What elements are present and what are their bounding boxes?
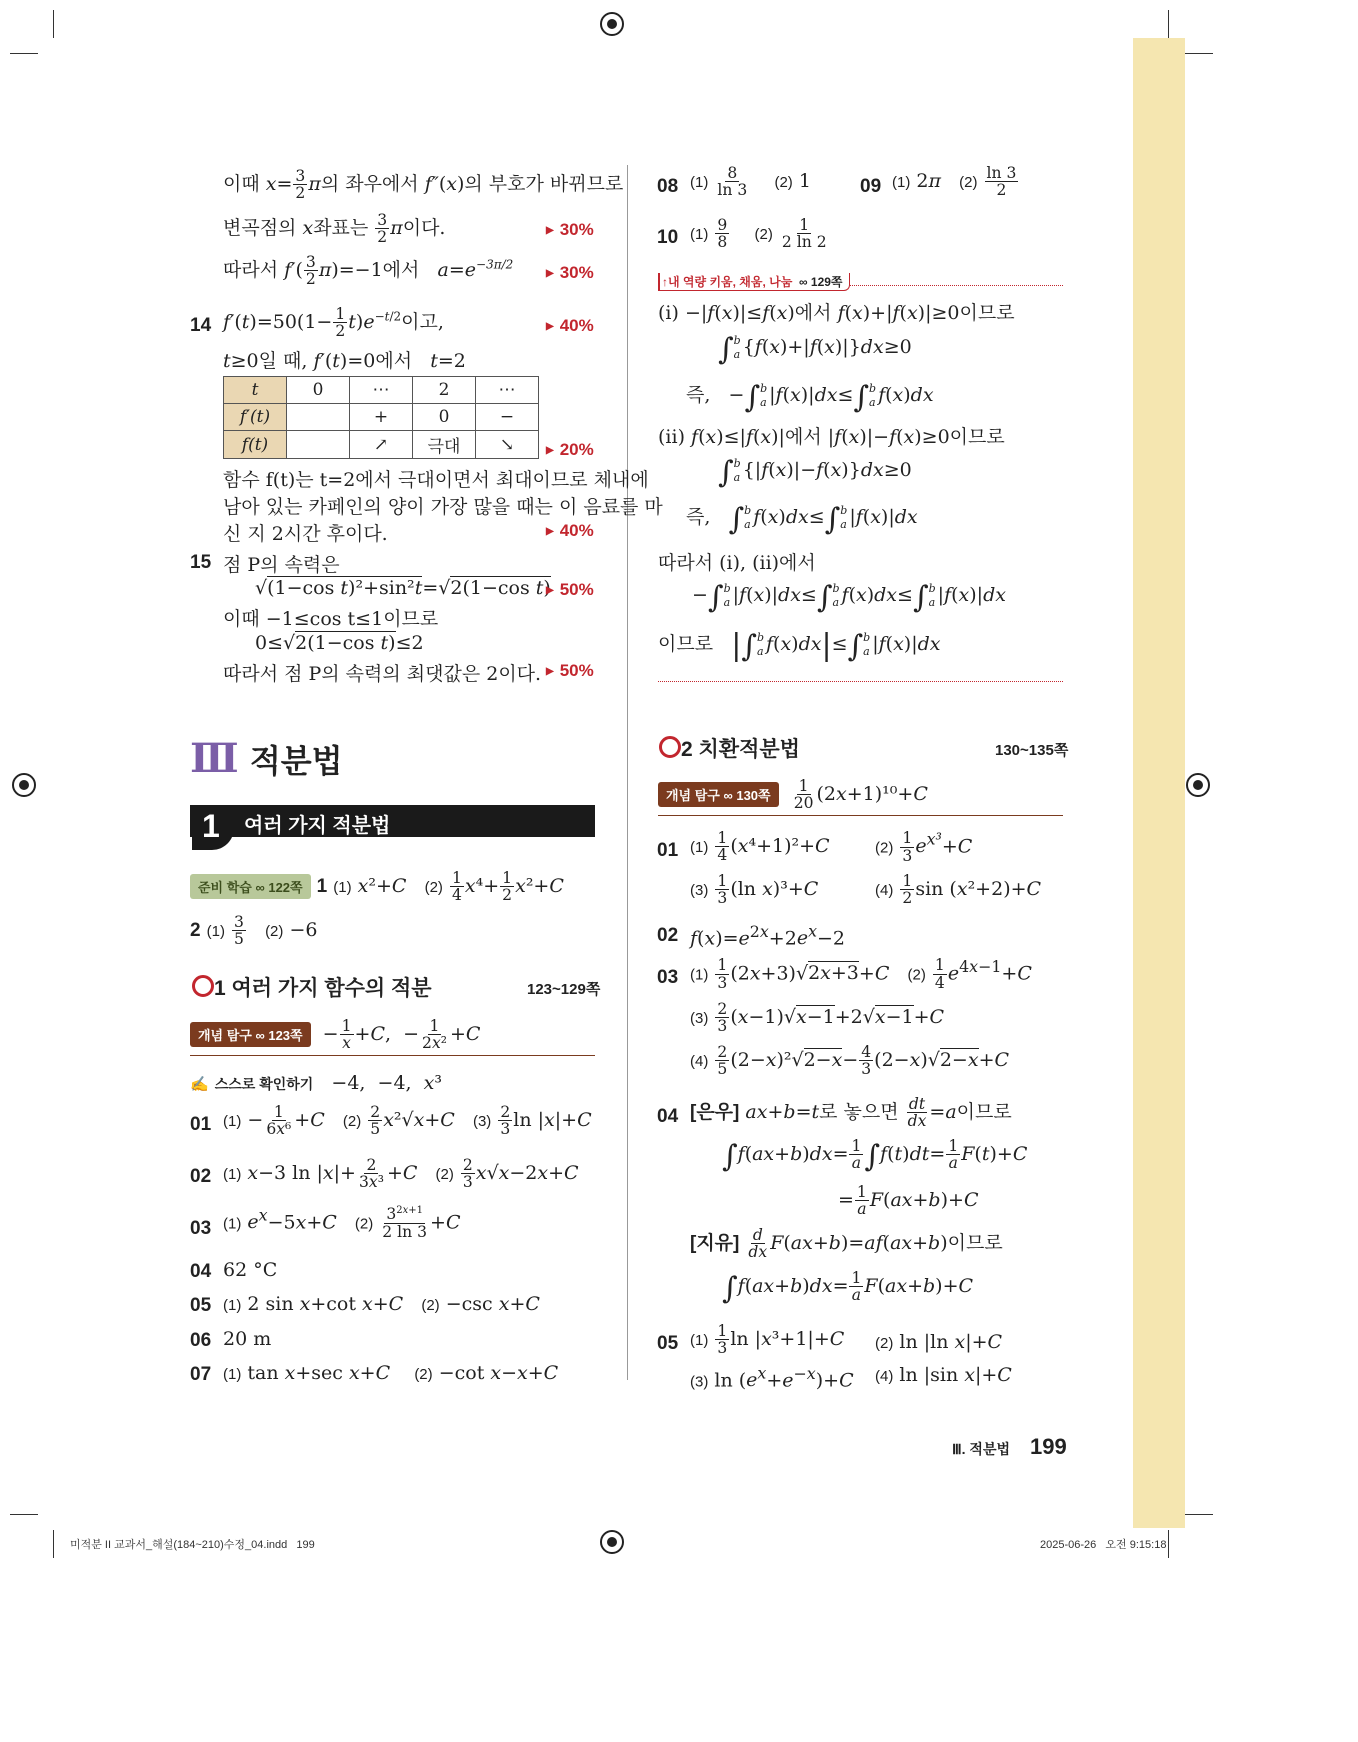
table-cell: f′(t) — [224, 404, 287, 431]
question-number: 01 — [657, 840, 679, 861]
table-cell: 극대 — [413, 431, 476, 459]
answer-02: (1) x−3 ln |x|+ $\frac{2}{\text{3x³}}$ +C (2) $\frac{2}{3}$ x√x−2x+C — [223, 1156, 579, 1192]
registration-mark-icon — [12, 773, 36, 797]
table-cell: ↘ — [476, 431, 539, 459]
answer-2-04-b: ∫f(ax+b)dx= $\frac{1}{a}$ ∫f(t)dt= $\frac{1}{a}$ F(t)+C — [722, 1137, 1028, 1174]
answer-15-line-1: 점 P의 속력은 — [223, 554, 340, 576]
table-cell: + — [350, 404, 413, 431]
chapter-number: Ⅲ — [190, 735, 239, 782]
table-cell: − — [476, 404, 539, 431]
question-number: 02 — [657, 925, 679, 946]
competency-banner: ↑내 역량 키움, 채움, 나눔 ∞ 129쪽 — [658, 273, 850, 291]
print-timestamp: 2025-06-26 오전 9:15:18 — [1040, 1539, 1167, 1551]
answer-10: (1) $\frac{9}{8}$ (2) $\frac{1}{2 \ln 2}$ — [690, 216, 827, 252]
subsection-pages: 130~135쪽 — [995, 742, 1069, 759]
circle-marker-icon — [659, 736, 681, 758]
answer-2-04-a: [은우] ax+b=t로 놓으면 $\frac{dt}{dx}$ =a이므로 — [690, 1095, 1012, 1131]
question-number: 05 — [657, 1333, 679, 1354]
answer-14-text-2: 남아 있는 카페인의 양이 가장 많을 때는 이 음료를 마 — [223, 496, 663, 518]
table-cell: 2 — [413, 377, 476, 404]
prep-study-line-1: 준비 학습 ∞ 122쪽 1 (1) x²+C (2) $\frac{1}{4}$ x⁴+ $\frac{1}{2}$ x²+C — [190, 870, 564, 904]
concept-explore: 개념 탐구 ∞ 123쪽 − $\frac{1}{x}$ +C, − $\frac{1}{\text{2x²}}$ +C — [190, 1018, 480, 1052]
proof-chain: −∫ b a |f(x)|dx≤∫ b a f(x)dx≤∫ b a |f(x)|dx — [692, 580, 1006, 615]
answer-06: 20 m — [223, 1328, 272, 1350]
question-number: 04 — [657, 1106, 679, 1127]
proof-i-then: 즉, −∫ b a |f(x)|dx≤∫ b a f(x)dx — [686, 380, 934, 415]
prep-study-line-2: 2 (1) $\frac{3}{5}$ (2) −6 — [190, 913, 318, 949]
circle-marker-icon — [192, 975, 214, 997]
question-number: 05 — [190, 1295, 212, 1316]
answer-04: 62 °C — [223, 1259, 278, 1281]
column-divider — [627, 165, 628, 1380]
answer-13-line-3: 따라서 f′( $\frac{3}{2}$ π)=−1에서 $a=e^{-3\pi/2}$ — [223, 253, 514, 289]
question-number: 07 — [190, 1364, 212, 1385]
score-percent: ▶ 50% — [546, 580, 594, 600]
crop-mark — [53, 1530, 54, 1558]
crop-mark — [10, 1514, 38, 1515]
question-number: 06 — [190, 1330, 212, 1351]
answer-14-text-3: 신 지 2시간 후이다. — [223, 523, 388, 545]
subsection-title: 2 치환적분법 — [659, 733, 800, 763]
table-cell: 0 — [413, 404, 476, 431]
prep-study-pill: 준비 학습 ∞ 122쪽 — [190, 874, 311, 899]
registration-mark-icon — [1186, 773, 1210, 797]
proof-ii-integral: ∫ b a {|f(x)|−f(x)}dx≥0 — [718, 455, 912, 490]
page-number: 199 — [1030, 1434, 1067, 1459]
score-percent: ▶ 20% — [546, 440, 594, 460]
side-color-bar — [1133, 38, 1185, 1528]
answer-2-03-a: (1) $\frac{1}{3}$ (2x+3)√2x+3+C (2) $\frac{1}{4}$ $e^{4x-1}+C$ — [690, 956, 1032, 992]
table-cell: f(t) — [224, 431, 287, 459]
answer-14-line-2: t≥0일 때, f′(t)=0에서 t=2 — [223, 350, 466, 372]
question-number: 01 — [190, 1114, 212, 1135]
subsection-title: 1 여러 가지 함수의 적분 — [192, 972, 432, 1002]
proof-i-integral: ∫ b a {f(x)+|f(x)|}dx≥0 — [718, 332, 912, 367]
proof-so: 따라서 (i), (ii)에서 — [658, 552, 816, 574]
answer-2-04-c: = $\frac{1}{a}$ F(ax+b)+C — [838, 1183, 979, 1219]
answer-2-01-c: (3) $\frac{1}{3}$ (ln x)³+C — [690, 872, 819, 908]
answer-09: (1) 2π (2) $\frac{\ln 3}{2}$ — [892, 164, 1017, 200]
concept-explore-pill: 개념 탐구 ∞ 123쪽 — [190, 1022, 311, 1047]
score-percent: ▶ 40% — [546, 521, 594, 541]
answer-2-01-a: (1) $\frac{1}{4}$ (x⁴+1)²+C — [690, 829, 830, 865]
answer-2-01-b: (2) $\frac{1}{3}$ $e^{x^3}+C$ — [875, 829, 973, 865]
crop-mark — [1168, 10, 1169, 38]
question-number: 03 — [657, 967, 679, 988]
crop-mark — [10, 53, 38, 54]
table-cell: t — [224, 377, 287, 404]
answer-07: (1) tan x+sec x+C (2) −cot x−x+C — [223, 1362, 559, 1384]
crop-mark — [1168, 1530, 1169, 1558]
chapter-title: 적분법 — [249, 743, 343, 779]
table-cell: ↗ — [350, 431, 413, 459]
table-cell — [287, 404, 350, 431]
question-number: 14 — [190, 315, 212, 336]
question-number: 10 — [657, 227, 679, 248]
table-cell — [287, 431, 350, 459]
score-percent: ▶ 50% — [546, 661, 594, 681]
crop-mark — [1185, 1514, 1213, 1515]
table-cell: 0 — [287, 377, 350, 404]
answer-15-line-3: 이때 −1≤cos t≤1이므로 — [223, 608, 439, 630]
rule — [658, 815, 1063, 816]
answer-2-05-b: (2) ln |ln x|+C — [875, 1331, 1003, 1353]
chapter-heading — [190, 735, 343, 782]
registration-mark-icon — [600, 1530, 624, 1554]
self-check: ✍ 스스로 확인하기 −4, −4, x³ — [190, 1072, 443, 1094]
score-percent: ▶ 30% — [546, 263, 594, 283]
answer-2-05-a: (1) $\frac{1}{3}$ ln |x³+1|+C — [690, 1322, 845, 1358]
concept-explore-2: 개념 탐구 ∞ 130쪽 $\frac{1}{20}$ (2x+1)¹⁰+C — [658, 778, 928, 812]
table-cell: ⋯ — [350, 377, 413, 404]
proof-ii-then: 즉, ∫ b a f(x)dx≤∫ b a |f(x)|dx — [686, 502, 918, 537]
score-percent: ▶ 40% — [546, 316, 594, 336]
section-title: 여러 가지 적분법 — [244, 815, 391, 837]
answer-14-line-1: f′(t)=50(1− $\frac{1}{2}$ $t)e^{-t/2}$이고, — [223, 305, 444, 341]
proof-ii: (ii) f(x)≤|f(x)|에서 |f(x)|−f(x)≥0이므로 — [658, 426, 1005, 448]
question-number: 15 — [190, 552, 212, 573]
answer-2-03-b: (3) $\frac{2}{3}$ (x−1)√x−1+2√x−1+C — [690, 1000, 945, 1036]
proof-i: (i) −|f(x)|≤f(x)에서 f(x)+|f(x)|≥0이므로 — [658, 302, 1015, 324]
table-cell: ⋯ — [476, 377, 539, 404]
footer-chapter-label: Ⅲ. 적분법 — [952, 1441, 1011, 1457]
score-percent: ▶ 30% — [546, 220, 594, 240]
rule — [190, 1055, 595, 1056]
question-number: 09 — [860, 176, 882, 197]
hand-icon: ✍ — [190, 1076, 209, 1093]
registration-mark-icon — [600, 12, 624, 36]
answer-14-text-1: 함수 f(t)는 t=2에서 극대이면서 최대이므로 체내에 — [223, 469, 649, 491]
answer-2-03-c: (4) $\frac{2}{5}$ (2−x)²√2−x− $\frac{4}{3}$ (2−x)√2−x+C — [690, 1043, 1010, 1079]
answer-15-line-2: √(1−cos t)²+sin²t=√2(1−cos t) — [255, 577, 551, 599]
answer-13-line-2: 변곡점의 x좌표는 $\frac{3}{2}$ π이다. — [223, 211, 446, 247]
answer-08: (1) $\frac{8}{\ln 3}$ (2) 1 — [690, 164, 811, 200]
proof-conclusion: 이므로 |∫ b a f(x)dx|≤∫ b a |f(x)|dx — [658, 628, 941, 664]
answer-2-04-e: ∫f(ax+b)dx= $\frac{1}{a}$ F(ax+b)+C — [722, 1269, 974, 1306]
answer-2-05-c: (3) $\ln (e^x+e^{-x})+C$ — [690, 1364, 854, 1392]
question-number: 02 — [190, 1166, 212, 1187]
answer-13-line-1: 이때 x= $\frac{3}{2}$ π의 좌우에서 f″(x)의 부호가 바뀌므로 — [223, 167, 624, 203]
answer-03: (1) $e^x-5x+C$ (2) $\frac{3^{2x+1}}{2 \ln 3}$ +C — [223, 1205, 461, 1241]
answer-05: (1) 2 sin x+cot x+C (2) −csc x+C — [223, 1293, 540, 1315]
question-number: 04 — [190, 1261, 212, 1282]
subsection-pages: 123~129쪽 — [527, 981, 601, 998]
crop-mark — [1185, 53, 1213, 54]
crop-mark — [53, 10, 54, 38]
answer-15-line-5: 따라서 점 P의 속력의 최댓값은 2이다. — [223, 663, 542, 685]
answer-01: (1) − $\frac{1}{\text{6x⁶}}$ +C (2) $\frac{2}{5}$ x²√x+C (3) $\frac{2}{3}$ ln |x|+C — [223, 1103, 592, 1139]
answer-2-05-d: (4) ln |sin x|+C — [875, 1364, 1012, 1386]
question-number: 08 — [657, 176, 679, 197]
section-number: 1 — [202, 808, 220, 844]
question-number: 03 — [190, 1218, 212, 1239]
answer-2-01-d: (4) $\frac{1}{2}$ sin (x²+2)+C — [875, 872, 1042, 908]
file-name: 미적분 II 교과서_해설(184~210)수정_04.indd 199 — [70, 1539, 315, 1551]
answer-2-04-d: [지유] $\frac{d}{dx}$ F(ax+b)=af(ax+b)이므로 — [690, 1226, 1003, 1262]
concept-explore-pill: 개념 탐구 ∞ 130쪽 — [658, 782, 779, 807]
sign-table — [223, 376, 539, 459]
answer-2-02: $f(x)=e^{2x}+2e^x-2$ — [690, 922, 846, 950]
answer-15-line-4: 0≤√2(1−cos t)≤2 — [255, 632, 424, 654]
